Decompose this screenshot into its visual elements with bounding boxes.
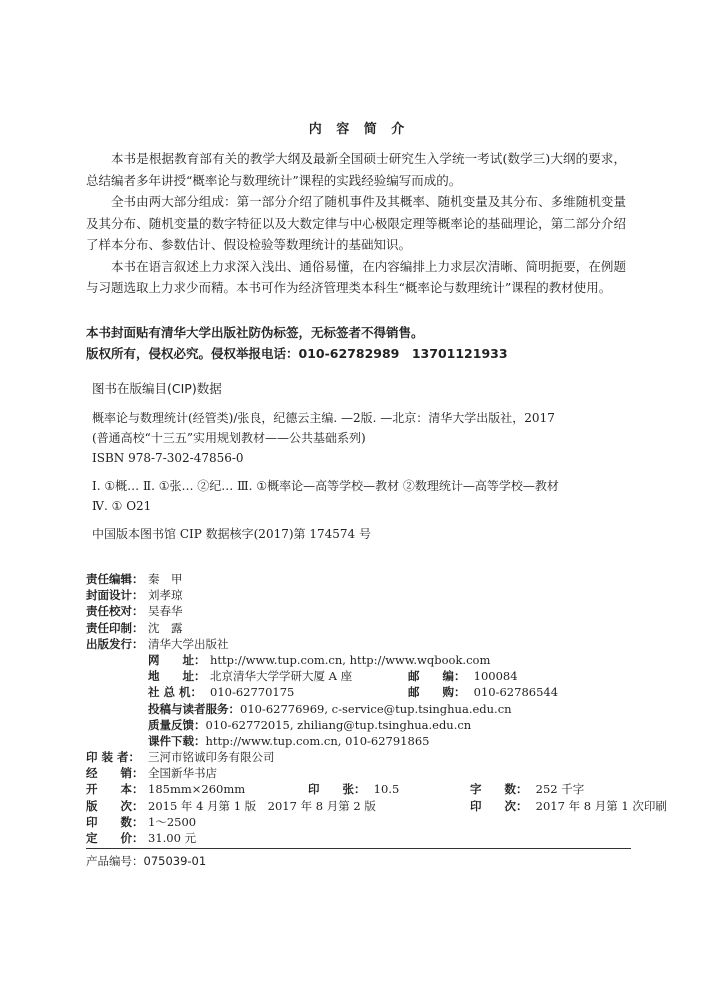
credit-label: 网 址： xyxy=(148,652,206,667)
credit-value: 010-62772015, zhiliang@tup.tsinghua.edu.cn xyxy=(205,717,472,732)
credit-label: 责任校对： xyxy=(86,604,144,619)
credit-value: 010-62786544 xyxy=(473,685,559,700)
credit-row xyxy=(86,668,646,684)
credit-label: 开 本： xyxy=(86,782,144,797)
credit-row xyxy=(86,571,646,587)
credit-value: 三河市铭诚印务有限公司 xyxy=(148,750,275,765)
rights-reserved-notice: 版权所有，侵权必究。侵权举报电话：010-62782989 13701121933 xyxy=(86,346,508,361)
credit-row xyxy=(86,684,646,700)
credit-value: 100084 xyxy=(473,669,518,684)
credit-row xyxy=(86,798,667,814)
credit-label: 出版发行： xyxy=(86,636,144,651)
cip-line: 概率论与数理统计(经管类)/张良，纪德云主编. —2版. —北京：清华大学出版社，2017 xyxy=(92,411,555,425)
credit-value: 2015 年 4 月第 1 版 2017 年 8 月第 2 版 xyxy=(148,798,376,813)
credit-row xyxy=(86,733,646,749)
credit-label: 责任编辑： xyxy=(86,572,144,586)
cip-data xyxy=(92,379,652,544)
credit-row xyxy=(86,636,646,652)
credit-value: 北京清华大学学研大厦 A 座 xyxy=(210,669,353,684)
credit-row xyxy=(86,717,646,733)
credit-label: 经 销： xyxy=(86,766,144,781)
credit-label: 印 次： xyxy=(470,798,528,813)
credit-value: 吴春华 xyxy=(148,604,183,619)
cip-record-number: 中国版本图书馆 CIP 数据核字(2017)第 174574 号 xyxy=(92,527,371,541)
credit-value: 2017 年 8 月第 1 次印刷 xyxy=(535,798,667,813)
book-summary xyxy=(86,148,626,299)
credit-value: http://www.tup.com.cn, 010-62791865 xyxy=(205,733,430,748)
credit-value: 010-62770175 xyxy=(210,685,295,700)
page-title: 内 容 简 介 xyxy=(308,122,410,137)
divider xyxy=(86,848,631,849)
credit-row xyxy=(86,701,646,717)
credit-label: 质量反馈： xyxy=(148,717,206,732)
cip-heading: 图书在版编目(CIP)数据 xyxy=(92,381,222,396)
publication-credits xyxy=(86,571,667,846)
credit-value: 秦 甲 xyxy=(148,572,183,586)
credit-value: http://www.tup.com.cn, http://www.wqbook.com xyxy=(210,652,491,667)
credit-row xyxy=(86,781,646,797)
credit-value: 252 千字 xyxy=(535,782,585,797)
cip-line: Ⅰ. ①概… Ⅱ. ①张… ②纪… Ⅲ. ①概率论—高等学校—教材 ②数理统计—高等学校—教材 xyxy=(92,479,559,493)
credit-label: 封面设计： xyxy=(86,588,144,603)
credit-row xyxy=(86,749,646,765)
credit-value: 刘孝琼 xyxy=(148,588,183,603)
credit-label: 印 装 者： xyxy=(86,750,141,765)
credit-value: 31.00 元 xyxy=(148,831,197,845)
credit-row xyxy=(86,765,646,781)
credit-label: 投稿与读者服务： xyxy=(148,701,240,716)
product-number: 产品编号：075039-01 xyxy=(86,854,207,868)
credit-row xyxy=(86,830,646,846)
credit-row xyxy=(86,587,646,603)
credit-row xyxy=(86,603,646,619)
credit-label: 邮 购： xyxy=(408,685,466,700)
credit-label: 版 次： xyxy=(86,798,144,813)
credit-value: 沈 露 xyxy=(148,620,183,635)
credit-label: 印 数： xyxy=(86,814,144,829)
copyright-notice xyxy=(86,322,646,364)
credit-label: 字 数： xyxy=(470,782,528,797)
credit-label: 邮 编： xyxy=(408,669,466,684)
credit-value: 185mm×260mm xyxy=(148,782,246,797)
credit-row xyxy=(86,620,646,636)
credit-row xyxy=(86,652,646,668)
credit-row xyxy=(86,814,646,830)
credit-value: 清华大学出版社 xyxy=(148,636,229,651)
cip-line: Ⅳ. ① O21 xyxy=(92,499,152,513)
credit-label: 责任印制： xyxy=(86,620,144,635)
summary-paragraph: 本书是根据教育部有关的教学大纲及最新全国硕士研究生入学统一考试(数学三)大纲的要求，总结编者多年讲授“概率论与数理统计”课程的实践经验编写而成的。 xyxy=(86,151,626,188)
cip-line: (普通高校“十三五”实用规划教材——公共基础系列) xyxy=(92,431,366,445)
credit-value: 全国新华书店 xyxy=(148,766,217,781)
credit-value: 010-62776969, c-service@tup.tsinghua.edu.cn xyxy=(240,701,512,716)
anti-counterfeit-notice: 本书封面贴有清华大学出版社防伪标签，无标签者不得销售。 xyxy=(86,325,424,340)
credit-label: 地 址： xyxy=(148,669,206,684)
credit-value: 10.5 xyxy=(373,782,400,797)
credit-label: 课件下载： xyxy=(148,733,206,748)
credit-label: 印 张： xyxy=(308,782,366,797)
summary-paragraph: 全书由两大部分组成：第一部分介绍了随机事件及其概率、随机变量及其分布、多维随机变量及其分布、随机变量的数字特征以及大数定律与中心极限定理等概率论的基础理论，第二部分介绍了样本分布、参数估计、假设检验等数理统计的基础知识。 xyxy=(86,194,626,252)
cip-isbn: ISBN 978-7-302-47856-0 xyxy=(92,451,244,465)
credit-label: 定 价： xyxy=(86,831,144,845)
summary-paragraph: 本书在语言叙述上力求深入浅出、通俗易懂，在内容编排上力求层次清晰、简明扼要，在例题与习题选取上力求少而精。本书可作为经济管理类本科生“概率论与数理统计”课程的教材使用。 xyxy=(86,258,626,295)
credit-label: 社 总 机： xyxy=(148,685,203,700)
credit-value: 1～2500 xyxy=(148,814,197,829)
